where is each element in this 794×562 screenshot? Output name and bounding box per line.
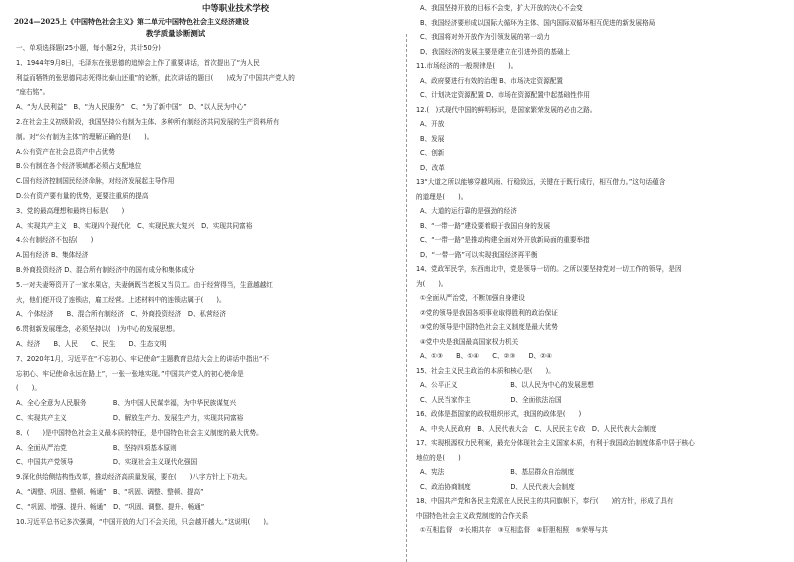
answer-option-line: C.国有经济控制国民经济命脉，对经济发展起主导作用 [16, 177, 175, 186]
question-text-line: 1、1944年9月8日，毛泽东在张思德的追悼会上作了重要讲话，首次提出了“为人民 [16, 58, 260, 67]
answer-option-line: A、实现共产主义 B、实现四个现代化 C、实现民族大复兴 D、实现共同富裕 [16, 221, 253, 230]
answer-option-line: A、全心全意为人民服务 B、为中国人民谋幸福，为中华民族谋复兴 [16, 399, 237, 408]
answer-option-line: C、我国将对外开放作为引领发展的第一动力 [420, 33, 550, 41]
answer-option-line: C、“巩固、增强、提升、畅通” D、“巩固、调整、提升、畅通” [16, 502, 205, 511]
question-text-line: 15、社会主义民主政治的本质和核心是( )。 [416, 366, 555, 375]
question-text-line: 11.市场经济的一般规律是( )。 [416, 62, 518, 70]
answer-option-line: C、人民当家作主 D、全面依法治国 [420, 395, 562, 404]
answer-option-line: B.公有制在各个经济领域都必须占支配地位 [16, 162, 142, 171]
exam-subtitle: 教学质量诊断测试 [146, 29, 206, 38]
answer-option-line: A、我国坚持开放的目标不会变，扩大开放的决心不会变 [420, 4, 583, 12]
question-text-line: 7、2020年1月，习近平在“不忘初心、牢记使命”主题教育总结大会上的讲话中指出“不 [16, 354, 270, 363]
answer-option-line: B.外商投资经济 D、混合所有制经济中的国有成分和集体成分 [16, 266, 195, 274]
question-text-line: “座右铭”。 [16, 88, 50, 97]
question-text-line: 12.( )式现代中国的鲜明标识，是国家繁荣发展的必由之路。 [416, 105, 597, 114]
answer-option-line: ④党中央是我国最高国家权力机关 [420, 337, 519, 346]
question-text-line: ( )。 [16, 384, 41, 393]
question-text-line: 为( )。 [416, 279, 448, 288]
answer-option-line: B、我国经济要形成以国际大循环为主体、国内国际双循环相互促进的新发展格局 [420, 18, 656, 27]
answer-option-line: A、全面从严治党 B、坚持四项基本原则 [16, 443, 177, 452]
answer-option-line: A.公有资产在社会总资产中占优势 [16, 147, 115, 156]
answer-option-line: A.国有经济 B、集体经济 [16, 251, 89, 260]
answer-option-line: A、开放 [420, 120, 445, 128]
exam-school-title: 中等职业技术学校 [202, 3, 269, 13]
answer-option-line: C、“一带一路”是推动构建全面对外开放新局面的重要举措 [420, 236, 590, 244]
answer-option-line: A、中央人民政府 B、人民代表大会 C、人民民主专政 D、人民代表大会制度 [420, 424, 657, 433]
answer-option-line: B、“一带一路”建设要着眼于我国自身的发展 [420, 221, 551, 230]
answer-option-line: C、计划决定资源配置 D、市场在资源配置中起基础性作用 [420, 91, 591, 99]
question-text-line: 忘初心、牢记使命永远在路上”，一张一张地实现。”中国共产党人的初心使命是 [16, 369, 244, 378]
answer-option-line: C、中国共产党领导 D、实现社会主义现代化强国 [16, 458, 198, 467]
answer-option-line: A、经济 B、人民 C、民生 D、生态文明 [16, 340, 167, 348]
answer-option-line: A、宪法 B、基层群众自治制度 [420, 468, 575, 476]
answer-option-line: ①全面从严治党，不断加强自身建设 [420, 294, 525, 302]
answer-option-line: C、创新 [420, 149, 445, 157]
question-text-line: 13“大道之所以能够穿越风雨、行稳致远，关键在于既行成行，相互借力。”这句话蕴含 [416, 178, 666, 186]
answer-option-line: ①互相监督 ②长期共存 ③互相监督 ④肝胆相照 ⑤荣辱与共 [420, 526, 608, 534]
exam-title: 2024—2025上《中国特色社会主义》第二单元中国特色社会主义经济建设 [14, 17, 249, 26]
question-text-line: 火，他们便开设了连锁店，雇工经营。上述材料中的连锁店属于( )。 [16, 295, 226, 304]
answer-option-line: A、①③ B、①④ C、②③ D、②④ [420, 352, 552, 360]
question-text-line: 18、中国共产党和各民主党派在人民民主的共同旗帜下，奉行( )的方针，形成了具有 [416, 497, 674, 505]
answer-option-line: D、“一带一路”可以实现我国经济再平衡 [420, 250, 538, 259]
question-text-line: 4.公有制经济不包括( ) [16, 236, 94, 245]
question-text-line: 的道理是( )。 [416, 192, 468, 201]
answer-option-line: A、政府要进行有效的治理 B、市场决定资源配置 [420, 76, 564, 85]
question-text-line: 2.在社会主义初级阶段，我国坚持公有制为主体、多种所有制经济共同发展的生产资料所有 [16, 118, 280, 126]
answer-option-line: A、“为人民利益” B、“为人民服务” C、“为了新中国” D、“以人民为中心” [16, 103, 247, 112]
answer-option-line: C、实现共产主义 D、解放生产力、发展生产力，实现共同富裕 [16, 414, 244, 422]
question-text-line: 8、( )是中国特色社会主义最本质的特征，是中国特色社会主义制度的最大优势。 [16, 428, 263, 437]
question-text-line: 9.深化供给侧结构性改革，推动经济高质量发展，要在( )八字方针上下功夫。 [16, 473, 252, 482]
answer-option-line: D、改革 [420, 163, 445, 172]
answer-option-line: A、大道的运行靠的是强劲的经济 [420, 207, 517, 215]
column-divider [406, 34, 407, 562]
question-text-line: 17、实现根源权力民利案，最充分体现社会主义国家本质，有利于我国政治制度体系中居于核心 [416, 439, 695, 447]
question-text-line: 10.习近平总书记多次强调，“中国开放的大门不会关闭，只会越开越大。”这说明( )。 [16, 517, 273, 526]
answer-option-line: D、我国经济的发展主要是建立在引进外资的基础上 [420, 47, 571, 56]
question-text-line: 利益而牺牲的张思德同志死得比泰山还重”的论断，此次讲话的题目( )成为了中国共产党人的 [16, 73, 295, 82]
answer-option-line: C、政治协商制度 D、人民代表大会制度 [420, 482, 575, 491]
question-text-line: 6.贯彻新发展理念，必须坚持以( )为中心的发展思想。 [16, 325, 180, 334]
question-text-line: 中国特色社会主义政党制度的合作关系 [416, 511, 529, 520]
answer-option-line: A、个体经济 B、混合所有制经济 C、外商投资经济 D、私营经济 [16, 310, 226, 319]
question-text-line: 5.一对夫妻筹资开了一家水果店，夫妻俩既当老板又当员工。由于经营得当，生意越越红 [16, 280, 273, 289]
question-text-line: 一、单项选择题(25小题，每小题2分，共计50分) [16, 44, 161, 52]
answer-option-line: A、公平正义 B、以人民为中心的发展思想 [420, 381, 594, 389]
answer-option-line: ②党的领导是我国各项事业取得胜利的政治保证 [420, 308, 558, 317]
answer-option-line: ③党的领导是中国特色社会主义制度是最大优势 [420, 323, 558, 331]
answer-option-line: B、发展 [420, 134, 445, 143]
answer-option-line: A、“调整、巩固、整顿、畅通” B、“巩固、调整、整顿、提高” [16, 488, 204, 496]
question-text-line: 3、党的最高理想和最终目标是( ) [16, 206, 125, 215]
question-text-line: 14、党政军民学，东西南北中，党是领导一切的。之所以要坚持党对一切工作的领导，是因 [416, 265, 682, 273]
answer-option-line: D.公有资产要有量的优势，更要注重质的提高 [16, 192, 149, 200]
question-text-line: 制。对“公有制为主体”的理解正确的是( )。 [16, 132, 154, 141]
question-text-line: 16、政体是指国家的政权组织形式，我国的政体是( ) [416, 410, 582, 418]
question-text-line: 地位的是( ) [416, 453, 461, 462]
